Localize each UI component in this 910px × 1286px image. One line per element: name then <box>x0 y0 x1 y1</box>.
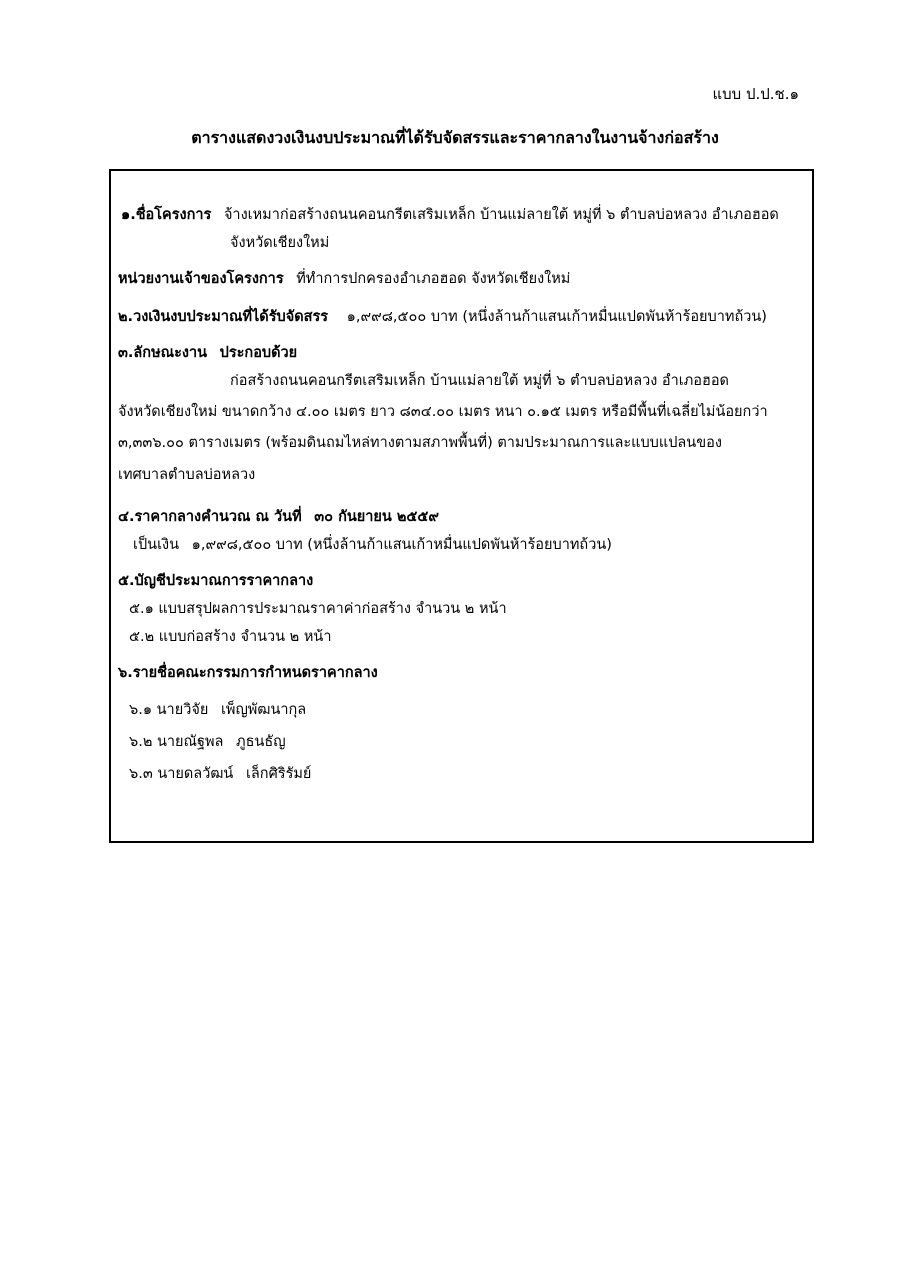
work-sub-label: ประกอบด้วย <box>219 345 298 361</box>
median-price-text: (หนึ่งล้านก้าแสนเก้าหมื่นแปดพันห้าร้อยบาทถ้วน) <box>307 537 612 553</box>
committee-member <box>129 732 286 752</box>
member-surname: เล็กศิริรัมย์ <box>245 766 312 782</box>
median-price-label: ๔.ราคากลางคำนวณ ณ วันที่ <box>118 509 302 525</box>
work-label: ๓.ลักษณะงาน <box>118 345 208 361</box>
committee-member <box>129 700 306 720</box>
median-price-unit: บาท <box>275 537 303 553</box>
committee-member <box>129 764 311 784</box>
member-name: นายวิจัย <box>156 702 209 718</box>
owner-label: หน่วยงานเจ้าของโครงการ <box>118 271 284 287</box>
owner-row <box>118 269 570 289</box>
committee-heading: ๖.รายชื่อคณะกรรมการกำหนดราคากลาง <box>118 665 378 681</box>
project-name-cont: จังหวัดเชียงใหม่ <box>230 235 330 251</box>
median-price-amount: ๑,๙๙๘,๕๐๐ <box>191 537 272 553</box>
member-number: ๖.๑ <box>129 702 153 718</box>
estimate-item: ๕.๑ แบบสรุปผลการประมาณราคาค่าก่อสร้าง จำนวน ๒ หน้า <box>129 601 507 617</box>
work-heading <box>118 343 297 363</box>
median-price-heading <box>118 507 439 527</box>
member-name: นายณัฐพล <box>156 734 224 750</box>
form-code: แบบ ป.ป.ช.๑ <box>712 85 799 103</box>
document-box <box>109 169 814 843</box>
budget-unit: บาท <box>430 309 458 325</box>
project-name: จ้างเหมาก่อสร้างถนนคอนกรีตเสริมเหล็ก บ้านแม่ลายใต้ หมู่ที่ ๖ ตำบลบ่อหลวง อำเภอฮอด <box>223 207 779 223</box>
work-line-3: ๓,๓๓๖.๐๐ ตารางเมตร (พร้อมดินถมไหล่ทางตามสภาพพื้นที่) ตามประมาณการและแบบแปลนของ <box>118 435 722 451</box>
budget-amount: ๑,๙๙๘,๕๐๐ <box>346 309 427 325</box>
median-price-row <box>133 535 612 555</box>
estimate-item: ๕.๒ แบบก่อสร้าง จำนวน ๒ หน้า <box>129 629 332 645</box>
budget-row <box>118 307 767 327</box>
member-surname: เพ็ญพัฒนากุล <box>220 702 307 718</box>
project-label: ๑.ชื่อโครงการ <box>121 207 212 223</box>
document-title: ตารางแสดงวงเงินงบประมาณที่ได้รับจัดสรรและราคากลางในงานจ้างก่อสร้าง <box>191 128 719 147</box>
budget-label: ๒.วงเงินงบประมาณที่ได้รับจัดสรร <box>118 309 329 325</box>
work-line-2: จังหวัดเชียงใหม่ ขนาดกว้าง ๔.๐๐ เมตร ยาว ๘๓๔.๐๐ เมตร หนา ๐.๑๕ เมตร หรือมีพื้นที่เฉลี่ยไม่น้อยกว่า <box>118 404 768 420</box>
member-number: ๖.๓ <box>129 766 153 782</box>
member-name: นายดลวัฒน์ <box>157 766 234 782</box>
member-number: ๖.๒ <box>129 734 153 750</box>
work-line-4: เทศบาลตำบลบ่อหลวง <box>118 467 256 483</box>
project-name-row <box>121 205 779 225</box>
member-surname: ภูธนธัญ <box>236 734 286 750</box>
budget-text: (หนึ่งล้านก้าแสนเก้าหมื่นแปดพันห้าร้อยบาทถ้วน) <box>462 309 767 325</box>
median-price-prefix: เป็นเงิน <box>133 537 180 553</box>
owner-value: ที่ทำการปกครองอำเภอฮอด จังหวัดเชียงใหม่ <box>296 271 571 287</box>
work-line-1: ก่อสร้างถนนคอนกรีตเสริมเหล็ก บ้านแม่ลายใต้ หมู่ที่ ๖ ตำบลบ่อหลวง อำเภอฮอด <box>230 373 729 389</box>
estimate-list-heading: ๕.บัญชีประมาณการราคากลาง <box>118 573 314 589</box>
median-price-date: ๓๐ กันยายน ๒๕๕๙ <box>314 509 439 525</box>
